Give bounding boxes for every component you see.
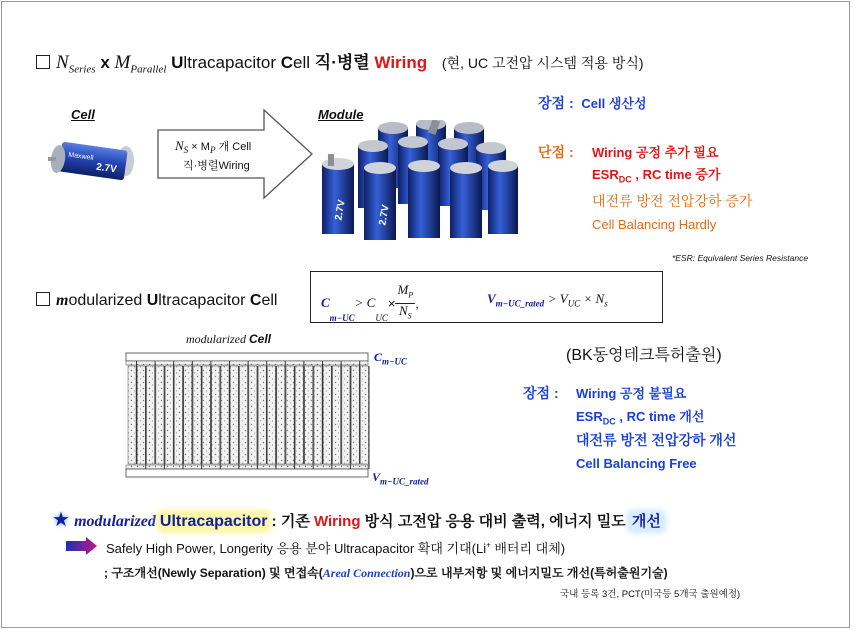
pros2-label: 장점 : — [523, 385, 559, 401]
pros2-1: Wiring 공정 불필요 — [576, 386, 687, 401]
pros2-4: Cell Balancing Free — [576, 456, 697, 471]
electrode-layer — [184, 366, 192, 464]
electrode-stack — [128, 361, 369, 469]
electrode-layer — [147, 366, 155, 464]
module-image — [318, 120, 523, 250]
electrode-layer — [351, 366, 359, 464]
cell-image — [46, 135, 136, 185]
electrode-layer — [268, 366, 276, 464]
checkbox-icon — [36, 55, 50, 69]
cell-label: Cell — [71, 107, 95, 122]
electrode-layer — [212, 366, 220, 464]
electrode-layer — [175, 366, 183, 464]
electrode-layer — [305, 366, 313, 464]
electrode-layer — [221, 366, 229, 464]
cons-2: $ESR_{DC}$ , RC time 증가 — [592, 167, 721, 185]
electrode-layer — [137, 366, 145, 464]
arrow-line-2: 직·병렬Wiring — [183, 160, 250, 172]
electrode-layer — [295, 366, 303, 464]
conclusion-line-3: ; 구조개선(Newly Separation) 및 면접속(Areal Connection)으로 내부저항 및 에너지밀도 개선(특허출원기술) — [104, 566, 668, 580]
v-m-uc-rated-label: $V_{m-UC\_rated}$ — [372, 470, 429, 487]
cons-4: Cell Balancing Hardly — [592, 217, 717, 232]
slide-title: $N_{Series}$ x $M_{Parallel}$ Ultracapacitor Cell 직·병렬 Wiring (현, UC 고전압 시스템 적용 방식) — [36, 48, 644, 75]
conclusion-line-2: Safely High Power, Longerity 응용 분야 Ultracapacitor 확대 기대(Li+ 배터리 대체) — [106, 540, 566, 556]
electrode-layer — [333, 366, 341, 464]
diagram-title: modularized Cell — [186, 332, 272, 346]
electrode-layer — [193, 366, 201, 464]
electrode-layer — [277, 366, 285, 464]
electrode-layer — [165, 366, 173, 464]
electrode-layer — [361, 366, 369, 464]
electrode-layer — [202, 366, 210, 464]
arrow-line-1: $N_S \times M_P$ 개 Cell — [175, 138, 252, 156]
formula-1: C m−UC > C UC × $\frac{M_P}{N_S}$ , — [321, 282, 419, 324]
electrode-layer — [230, 366, 238, 464]
electrode-layer — [286, 366, 294, 464]
patent-note: (BK동영테크특허출원) — [566, 347, 722, 364]
electrode-layer — [240, 366, 248, 464]
electrode-layer — [128, 366, 136, 464]
electrode-layer — [249, 366, 257, 464]
pros2-2: $ESR_{DC}$ , RC time 개선 — [576, 409, 705, 427]
star-icon: ★ — [52, 509, 70, 531]
esr-footnote: *ESR: Equivalent Series Resistance — [672, 253, 809, 263]
formula-2: $V_{m-UC\_rated} > V_{UC} \times N_s$ — [487, 291, 608, 309]
conclusion-line-4: 국내 등록 3건, PCT(미국등 5개국 출원예정) — [560, 589, 741, 600]
cell-voltage-text: 2.7V — [95, 161, 118, 176]
section2-title: modularized Ultracapacitor Cell — [36, 292, 277, 310]
svg-text:2.7V: 2.7V — [333, 199, 348, 222]
electrode-layer — [323, 366, 331, 464]
pros-1: 장점 : Cell 생산성 — [538, 95, 647, 111]
conclusion-line: ★ modularized Ultracapacitor : 기존 Wiring 방식 고전압 응용 대비 출력, 에너지 밀도 개선 — [52, 509, 661, 531]
cell-brand-text: Maxwell — [67, 151, 94, 162]
module-label: Module — [318, 107, 364, 122]
electrode-layer — [258, 366, 266, 464]
modularized-cell-diagram — [124, 345, 370, 481]
cons-1: Wiring 공정 추가 필요 — [592, 145, 719, 160]
pros2-3: 대전류 방전 전압강하 개선 — [576, 432, 737, 448]
electrode-layer — [156, 366, 164, 464]
electrode-layer — [342, 366, 350, 464]
cons-label: 단점 : — [538, 144, 574, 160]
cons-3: 대전류 방전 전압강하 증가 — [592, 193, 753, 209]
gradient-arrow-icon — [66, 537, 98, 555]
c-m-uc-label: $C_{m-UC}$ — [374, 350, 407, 367]
checkbox-icon — [36, 292, 50, 306]
electrode-layer — [314, 366, 322, 464]
svg-text:2.7V: 2.7V — [377, 204, 392, 227]
